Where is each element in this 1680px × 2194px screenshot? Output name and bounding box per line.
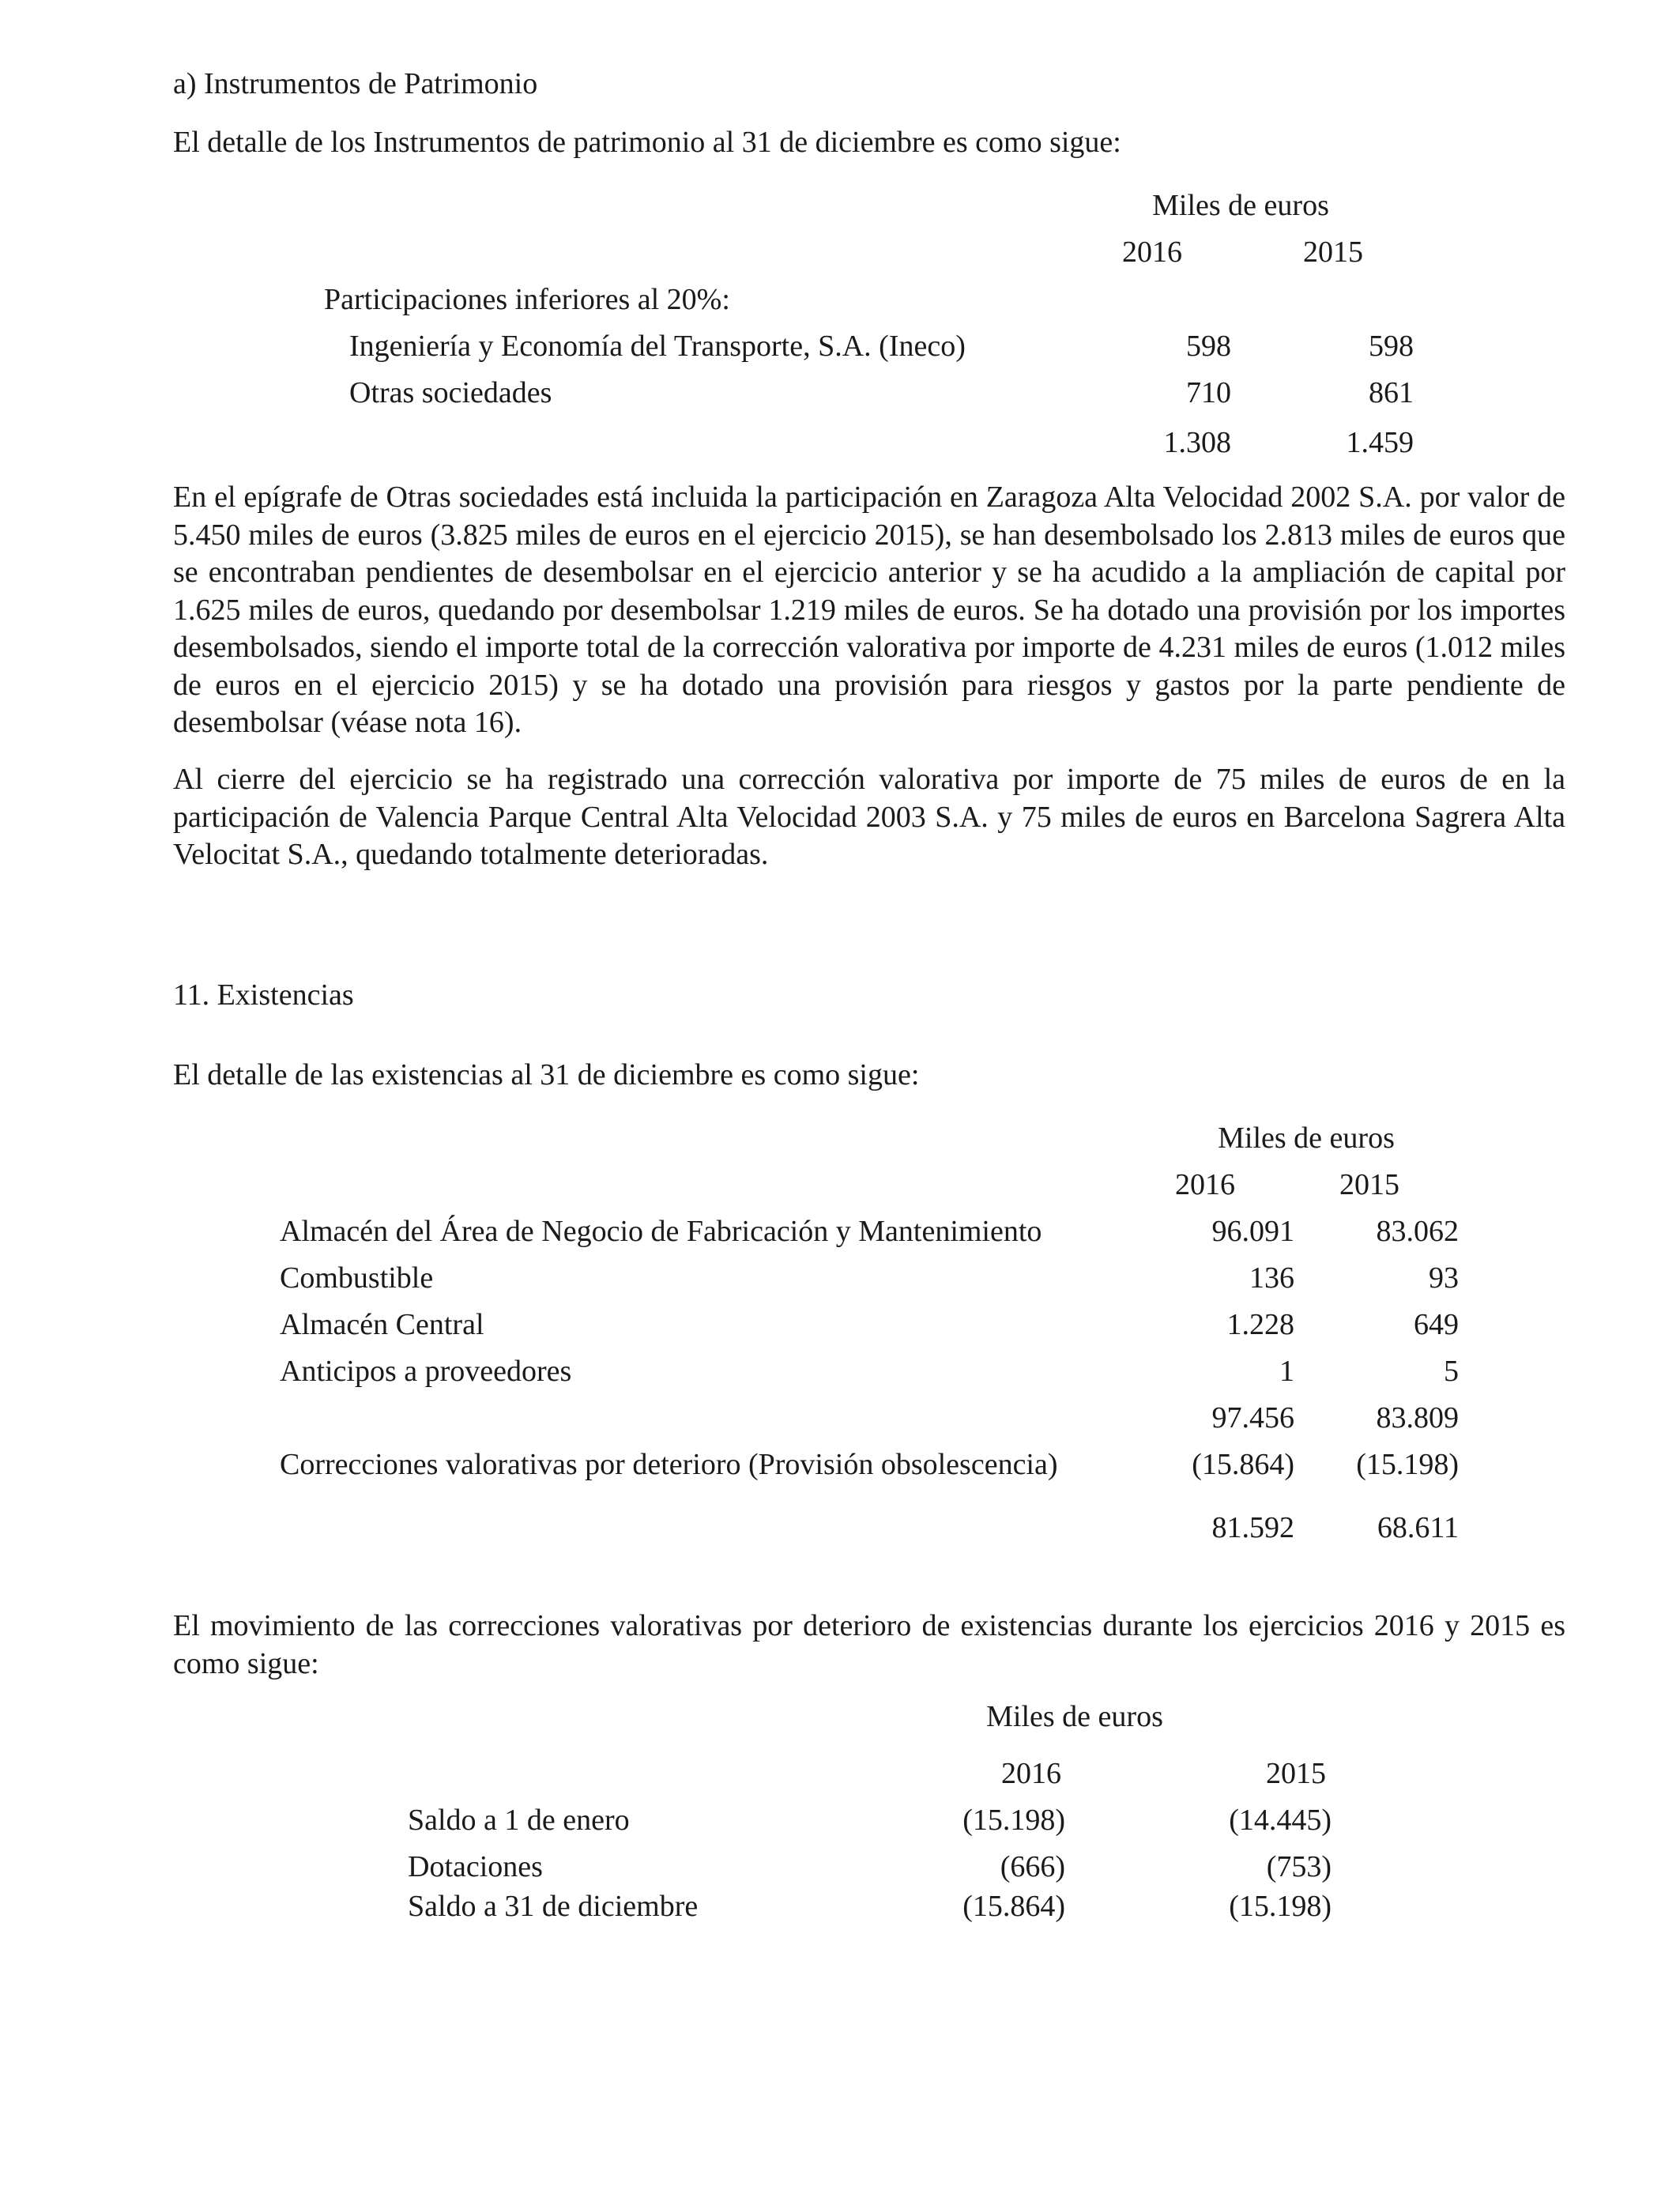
table-unit-header: Miles de euros [1218, 1122, 1395, 1155]
table-row-label: Otras sociedades [349, 376, 552, 409]
table-row-label: Dotaciones [408, 1850, 543, 1883]
table-cell: (15.864) [1192, 1448, 1294, 1481]
table-row-label: Saldo a 1 de enero [408, 1804, 630, 1837]
table-cell: 5 [1444, 1355, 1459, 1388]
table-cell: 1.228 [1226, 1308, 1294, 1341]
table-subtotal: 83.809 [1376, 1401, 1459, 1434]
table-cell: (15.198) [962, 1804, 1065, 1837]
table-cell: 861 [1369, 376, 1414, 409]
table-cell: 93 [1429, 1261, 1459, 1295]
table-year-header: 2015 [1339, 1168, 1399, 1201]
table-unit-header: Miles de euros [1152, 189, 1329, 222]
table-year-header: 2015 [1266, 1757, 1326, 1790]
table-total: 81.592 [1211, 1511, 1294, 1544]
table-cell: 96.091 [1211, 1215, 1294, 1248]
table-unit-header: Miles de euros [986, 1700, 1163, 1733]
table-row-label: Ingeniería y Economía del Transporte, S.A. (Ineco) [349, 330, 966, 363]
table-cell: 649 [1414, 1308, 1459, 1341]
table-row-label: Saldo a 31 de diciembre [408, 1890, 699, 1923]
table-row-label: Combustible [280, 1261, 434, 1295]
section-a-heading: a) Instrumentos de Patrimonio [173, 67, 538, 100]
table-year-header: 2016 [1175, 1168, 1235, 1201]
table-cell: 710 [1186, 376, 1231, 409]
section-11-intro: El detalle de las existencias al 31 de diciembre es como sigue: [173, 1058, 920, 1091]
paragraph-zaragoza: En el epígrafe de Otras sociedades está incluida la participación en Zaragoza Alta Velocidad 2002 S.A. por valor de 5.450 miles de euros (3.825 miles de euros en el ejercicio 2015), se han desembolsado los 2.813 miles de euros que se encontraban pendientes de desembolsar en el ejercicio anterior y se ha acudido a la ampliación de capital por 1.625 miles de euros, quedando por desembolsar 1.219 miles de euros. Se ha dotado una provisión por los importes desembolsados, siendo el importe total de la corrección valorativa por importe de 4.231 miles de euros (1.012 miles de euros en el ejercicio 2015) y se ha dotado una provisión para riesgos y gastos por la parte pendiente de desembolsar (véase nota 16). [173, 481, 1565, 739]
table-cell: 136 [1249, 1261, 1294, 1295]
table-year-header: 2016 [1122, 236, 1182, 269]
section-a-intro: El detalle de los Instrumentos de patrimonio al 31 de diciembre es como sigue: [173, 126, 1121, 159]
table-year-header: 2016 [1001, 1757, 1061, 1790]
paragraph-movement-intro: El movimiento de las correcciones valorativas por deterioro de existencias durante los ejercicios 2016 y 2015 es como sigue: [173, 1609, 1565, 1680]
table-row-label: Almacén del Área de Negocio de Fabricación y Mantenimiento [280, 1215, 1042, 1248]
table-cell: (14.445) [1229, 1804, 1332, 1837]
table-cell: (666) [1000, 1850, 1065, 1883]
table-subtotal: 97.456 [1211, 1401, 1294, 1434]
table-cell: 1 [1279, 1355, 1294, 1388]
paragraph-valencia-barcelona: Al cierre del ejercicio se ha registrado una corrección valorativa por importe de 75 miles de euros de en la participación de Valencia Parque Central Alta Velocidad 2003 S.A. y 75 miles de euros en Barcelona Sagrera Alta Velocitat S.A., quedando totalmente deterioradas. [173, 763, 1565, 871]
table-row-label: Anticipos a proveedores [280, 1355, 572, 1388]
table-total: 68.611 [1377, 1511, 1459, 1544]
table-cell: (753) [1266, 1850, 1332, 1883]
table-total: 1.459 [1346, 426, 1414, 459]
table-group-label: Participaciones inferiores al 20%: [324, 283, 730, 316]
table-cell: 598 [1369, 330, 1414, 363]
table-cell: 83.062 [1376, 1215, 1459, 1248]
table-cell: (15.864) [962, 1890, 1065, 1923]
table-total: 1.308 [1163, 426, 1231, 459]
table-row-label: Correcciones valorativas por deterioro (Provisión obsolescencia) [280, 1448, 1058, 1481]
table-cell: (15.198) [1229, 1890, 1332, 1923]
table-year-header: 2015 [1303, 236, 1363, 269]
table-cell: 598 [1186, 330, 1231, 363]
section-11-heading: 11. Existencias [173, 978, 354, 1012]
table-cell: (15.198) [1356, 1448, 1459, 1481]
table-row-label: Almacén Central [280, 1308, 484, 1341]
